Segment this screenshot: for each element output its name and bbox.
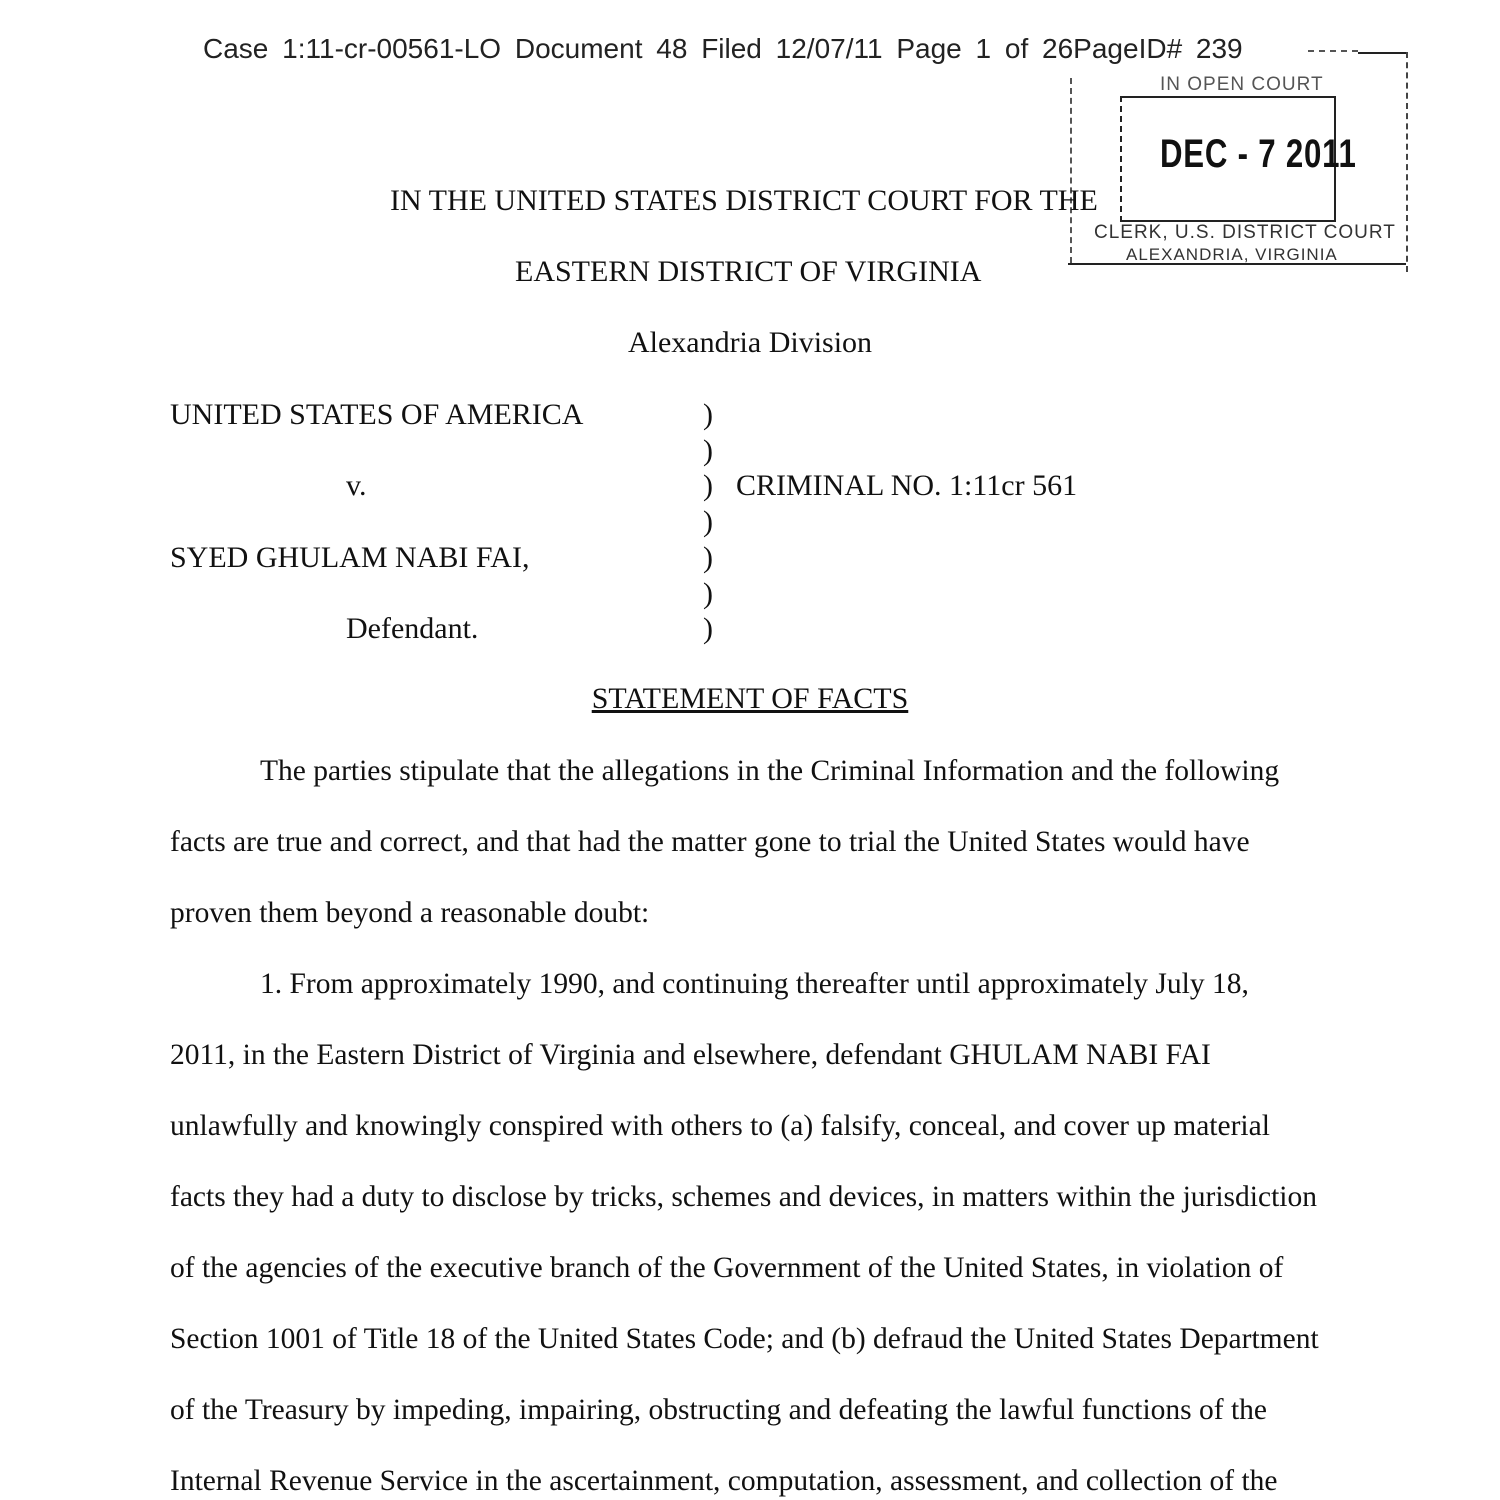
caption-defendant: SYED GHULAM NABI FAI, <box>170 541 530 574</box>
court-division: Alexandria Division <box>627 326 873 359</box>
stamp-top-dashes <box>1308 50 1358 52</box>
header-document-number: Document 48 <box>514 33 688 64</box>
stamp-left-rule <box>1070 78 1072 263</box>
caption-paren: ) <box>703 398 713 431</box>
header-page-count: Page 1 of 26 <box>896 33 1074 64</box>
stamp-in-open-court: IN OPEN COURT <box>1160 74 1324 95</box>
document-title <box>0 682 1500 716</box>
caption-plaintiff: UNITED STATES OF AMERICA <box>170 398 584 431</box>
body-line: unlawfully and knowingly conspired with others to (a) falsify, conceal, and cover up material <box>170 1110 1270 1142</box>
stamp-date: DEC - 7 2011 <box>1160 132 1357 176</box>
document-header <box>203 33 1243 65</box>
caption-paren: ) <box>703 469 713 502</box>
caption-criminal-number: CRIMINAL NO. 1:11cr 561 <box>736 469 1078 502</box>
header-filed-date: Filed 12/07/11 <box>701 33 883 64</box>
body-line: proven them beyond a reasonable doubt: <box>170 897 650 929</box>
court-name-line2: EASTERN DISTRICT OF VIRGINIA <box>515 255 982 288</box>
caption-defendant-role: Defendant. <box>346 612 479 645</box>
body-line: facts are true and correct, and that had the matter gone to trial the United States would have <box>170 826 1250 858</box>
caption-paren: ) <box>703 434 713 467</box>
body-line: Section 1001 of Title 18 of the United States Code; and (b) defraud the United States Department <box>170 1323 1319 1355</box>
body-line: Internal Revenue Service in the ascertainment, computation, assessment, and collection of the <box>170 1465 1278 1497</box>
caption-paren: ) <box>703 505 713 538</box>
court-name-line1: IN THE UNITED STATES DISTRICT COURT FOR THE <box>390 184 1098 217</box>
stamp-clerk: CLERK, U.S. DISTRICT COURT <box>1094 222 1396 243</box>
document-title-text: STATEMENT OF FACTS <box>591 682 909 715</box>
caption-paren: ) <box>703 577 713 610</box>
caption-versus: v. <box>346 469 367 502</box>
body-line: of the agencies of the executive branch of the Government of the United States, in violation of <box>170 1252 1284 1284</box>
header-page-id: PageID# 239 <box>1073 33 1243 64</box>
body-line: 2011, in the Eastern District of Virginia and elsewhere, defendant GHULAM NABI FAI <box>170 1039 1211 1071</box>
body-line: facts they had a duty to disclose by tricks, schemes and devices, in matters within the jurisdiction <box>170 1181 1317 1213</box>
header-case-number: Case 1:11-cr-00561-LO <box>203 33 502 64</box>
caption-paren: ) <box>703 612 713 645</box>
body-line: 1. From approximately 1990, and continuing thereafter until approximately July 18, <box>260 968 1249 1000</box>
stamp-location: ALEXANDRIA, VIRGINIA <box>1126 245 1338 264</box>
caption-paren: ) <box>703 541 713 574</box>
body-line: The parties stipulate that the allegations in the Criminal Information and the following <box>260 755 1280 787</box>
body-line: of the Treasury by impeding, impairing, obstructing and defeating the lawful functions of the <box>170 1394 1268 1426</box>
stamp-top-rule <box>1358 52 1408 54</box>
stamp-right-rule <box>1406 52 1408 272</box>
